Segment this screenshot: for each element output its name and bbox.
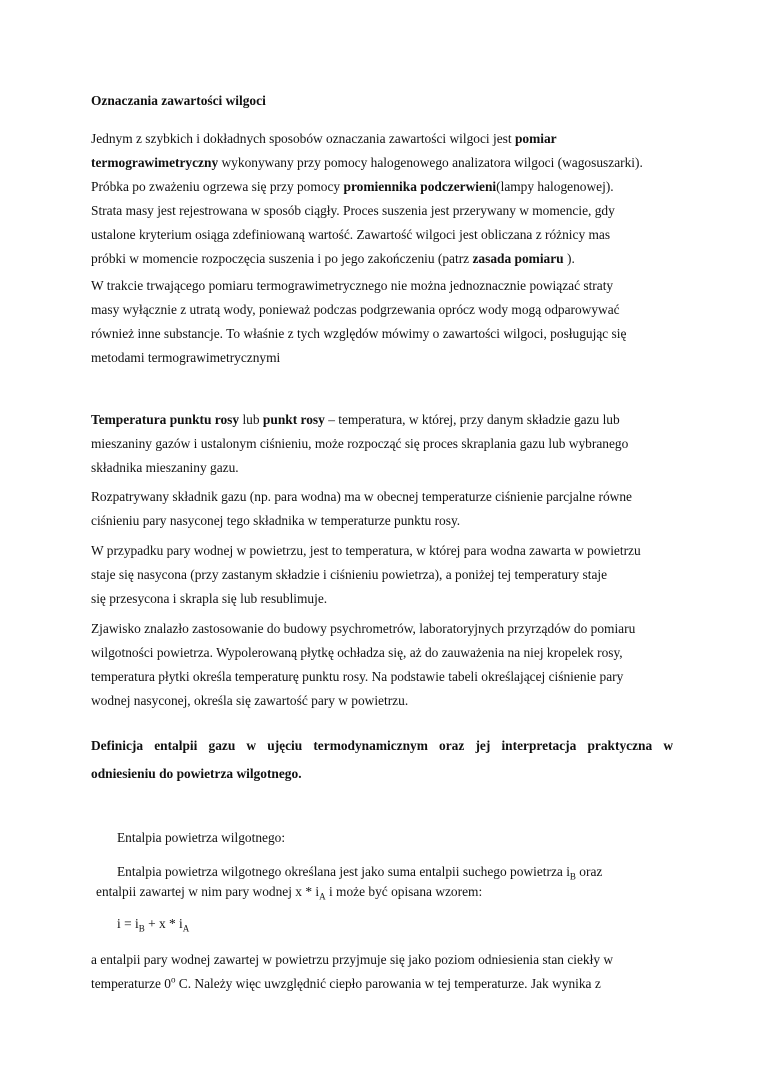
text-line: Jednym z szybkich i dokładnych sposobów oznaczania zawartości wilgoci jest pomiar: [91, 131, 557, 146]
text-line: mieszaniny gazów i ustalonym ciśnieniu, może rozpocząć się proces skraplania gazu lub wybranego: [91, 436, 629, 451]
text-line: temperaturze 0$^o$ C. Należy więc uwzględnić ciepło parowania w tej temperaturze. Jak wynika z: [91, 974, 601, 991]
text-line: ustalone kryterium osiąga zdefiniowaną wartość. Zawartość wilgoci jest obliczana z różnicy mas: [91, 227, 611, 242]
text-line: Entalpia powietrza wilgotnego określana jest jako suma entalpii suchego powietrza $i_B$ oraz: [117, 864, 603, 882]
text-line: ciśnieniu pary nasyconej tego składnika w temperaturze punktu rosy.: [91, 513, 461, 528]
text-line: metodami termograwimetrycznymi: [91, 350, 281, 365]
heading-line: Definicja entalpii gazu w ujęciu termodynamicznym oraz jej interpretacja praktyczna w: [91, 738, 673, 753]
paragraph-thermogravimetry: [91, 127, 673, 271]
text-line: termograwimetryczny wykonywany przy pomocy halogenowego analizatora wilgoci (wagosuszarki).: [91, 155, 643, 170]
text-line: masy wyłącznie z utratą wody, ponieważ podczas podgrzewania oprócz wody mogą odparowywać: [91, 302, 620, 317]
link-measurement-principle[interactable]: zasada pomiaru: [472, 251, 564, 266]
paragraph-dew-point-definition: [91, 408, 673, 480]
text-line: staje się nasycona (przy zastanym składzie i ciśnieniu powietrza), a poniżej tej temperatury staje: [91, 567, 608, 582]
section-title-moisture: Oznaczania zawartości wilgoci: [91, 93, 266, 108]
text-line: Strata masy jest rejestrowana w sposób ciągły. Proces suszenia jest przerywany w momencie, gdy: [91, 203, 615, 218]
paragraph-reference-state: [91, 948, 673, 996]
paragraph-enthalpy-sum: [91, 862, 673, 902]
heading-line: odniesieniu do powietrza wilgotnego.: [91, 766, 302, 781]
text-line: Zjawisko znalazło zastosowanie do budowy psychrometrów, laboratoryjnych przyrządów do pomiaru: [91, 621, 636, 636]
paragraph-mass-loss: [91, 274, 673, 370]
text-line: składnika mieszaniny gazu.: [91, 460, 239, 475]
text-line: Rozpatrywany składnik gazu (np. para wodna) ma w obecnej temperaturze ciśnienie parcjalne równe: [91, 489, 632, 504]
text-line: a entalpii pary wodnej zawartej w powietrzu przyjmuje się jako poziom odniesienia stan ciekły w: [91, 952, 614, 967]
paragraph-water-vapour: [91, 539, 673, 611]
text-line: również inne substancje. To właśnie z tych względów mówimy o zawartości wilgoci, posługując się: [91, 326, 627, 341]
text-line: entalpii zawartej w nim pary wodnej x * $i_A$ i może być opisana wzorem:: [96, 884, 483, 902]
text-line: próbki w momencie rozpoczęcia suszenia i po jego zakończeniu (patrz zasada pomiaru ).: [91, 251, 575, 266]
text-line: W trakcie trwającego pomiaru termograwimetrycznego nie można jednoznacznie powiązać straty: [91, 278, 614, 293]
text-line: W przypadku pary wodnej w powietrzu, jest to temperatura, w której para wodna zawarta w powietrzu: [91, 543, 641, 558]
text-line: Temperatura punktu rosy lub punkt rosy – temperatura, w której, przy danym składzie gazu lub: [91, 412, 620, 427]
section-heading-enthalpy: [91, 732, 673, 788]
paragraph-psychrometer: [91, 617, 673, 713]
paragraph-partial-pressure: [91, 485, 673, 533]
subtitle-enthalpy-moist-air: Entalpia powietrza wilgotnego:: [117, 830, 286, 845]
text-line: się przesycona i skrapla się lub resublimuje.: [91, 591, 328, 606]
text-line: Próbka po zważeniu ogrzewa się przy pomocy promiennika podczerwieni(lampy halogenowej).: [91, 179, 614, 194]
text-line: wodnej nasyconej, określa się zawartość pary w powietrzu.: [91, 693, 409, 708]
formula-enthalpy: $i = i_B + x * i_A$: [117, 916, 190, 934]
text-line: temperatura płytki określa temperaturę punktu rosy. Na podstawie tabeli określającej ciśnienie pary: [91, 669, 624, 684]
text-line: wilgotności powietrza. Wypolerowaną płytkę ochładza się, aż do zauważenia na niej kropelek rosy,: [91, 645, 623, 660]
